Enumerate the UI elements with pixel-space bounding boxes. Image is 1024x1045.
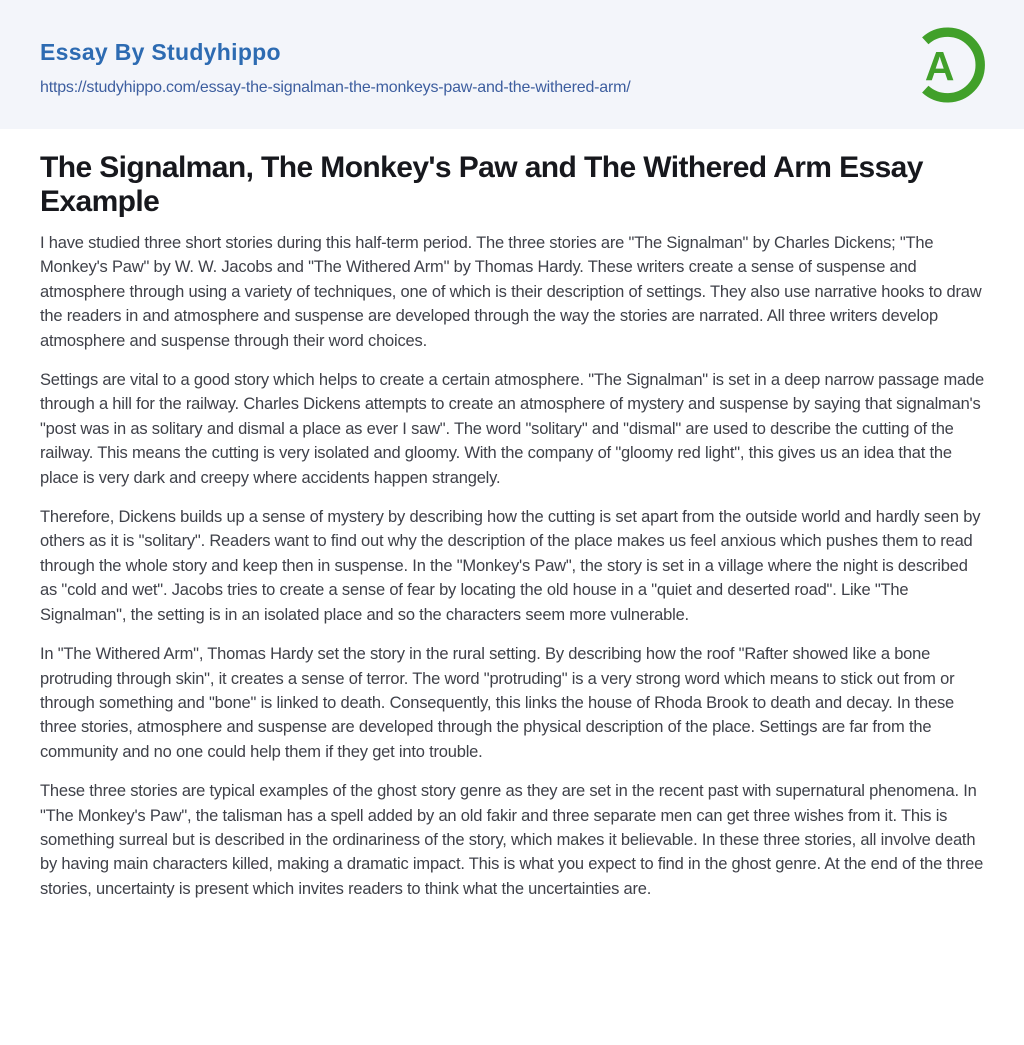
essay-paragraph-2: Settings are vital to a good story which helps to create a certain atmosphere. "The Signalman" is set in a deep narrow passage made through a hill for the railway. Charles Dickens attempts to create an atmosphere of mystery and suspense by saying that signalman's "post was in as solitary and dismal a place as ever I saw". The word "solitary" and "dismal" are used to describe the cutting of the railway. This means the cutting is very isolated and gloomy. With the company of "gloomy red light", this gives us an idea that the place is very dark and creepy where accidents happen strangely. [40, 371, 984, 487]
essay-paragraph-5: These three stories are typical examples of the ghost story genre as they are set in the recent past with supernatural phenomena. In "The Monkey's Paw", the talisman has a spell added by an old fakir and three separate men can get three wishes from it. This is something surreal but is described in the ordinariness of the story, which makes it believable. In these three stories, all involve death by having main characters killed, making a dramatic impact. This is what you expect to find in the ghost genre. At the end of the three stories, uncertainty is present which invites readers to think what the uncertainties are. [40, 782, 984, 898]
essay-paragraph-3: Therefore, Dickens builds up a sense of mystery by describing how the cutting is set apart from the outside world and hardly seen by others as it is "solitary". Readers want to find out why the description of the place makes us feel anxious which pushes them to read through the whole story and keep then in suspense. In the "Monkey's Paw", the story is set in a village where the night is described as "cold and wet". Jacobs tries to create a sense of fear by locating the old house in a "quiet and deserted road". Like "The Signalman", the setting is in an isolated place and so the characters seem more vulnerable. [40, 508, 981, 624]
essay-paragraph-1: I have studied three short stories during this half-term period. The three stories are "The Signalman" by Charles Dickens; "The Monkey's Paw" by W. W. Jacobs and "The Withered Arm" by Thomas Hardy. These writers create a sense of suspense and atmosphere through using a variety of techniques, one of which is their description of settings. They also use narrative hooks to draw the readers in and atmosphere and suspense are developed through the way the stories are narrated. All three writers develop atmosphere and suspense through their word choices. [40, 234, 982, 350]
studyhippo-logo-icon [906, 19, 988, 111]
essay-url-link[interactable]: https://studyhippo.com/essay-the-signalman-the-monkeys-paw-and-the-withered-arm/ [40, 78, 631, 96]
logo-letter: A [924, 42, 955, 89]
essay-title: The Signalman, The Monkey's Paw and The Withered Arm Essay Example [40, 151, 923, 218]
header-text-block [40, 33, 631, 97]
site-title: Essay By Studyhippo [40, 38, 281, 65]
studyhippo-logo [906, 19, 988, 111]
essay-paragraph-4: In "The Withered Arm", Thomas Hardy set the story in the rural setting. By describing how the roof "Rafter showed like a bone protruding through skin", it creates a sense of terror. The word "protruding" is a very strong word which means to stick out from or through something and "bone" is linked to death. Consequently, this links the house of Rhoda Brook to death and decay. In these three stories, atmosphere and suspense are developed through the physical description of the place. Settings are far from the community and no one could help them if they get into trouble. [40, 645, 955, 761]
site-header [0, 0, 1024, 129]
essay-content [0, 129, 1024, 941]
